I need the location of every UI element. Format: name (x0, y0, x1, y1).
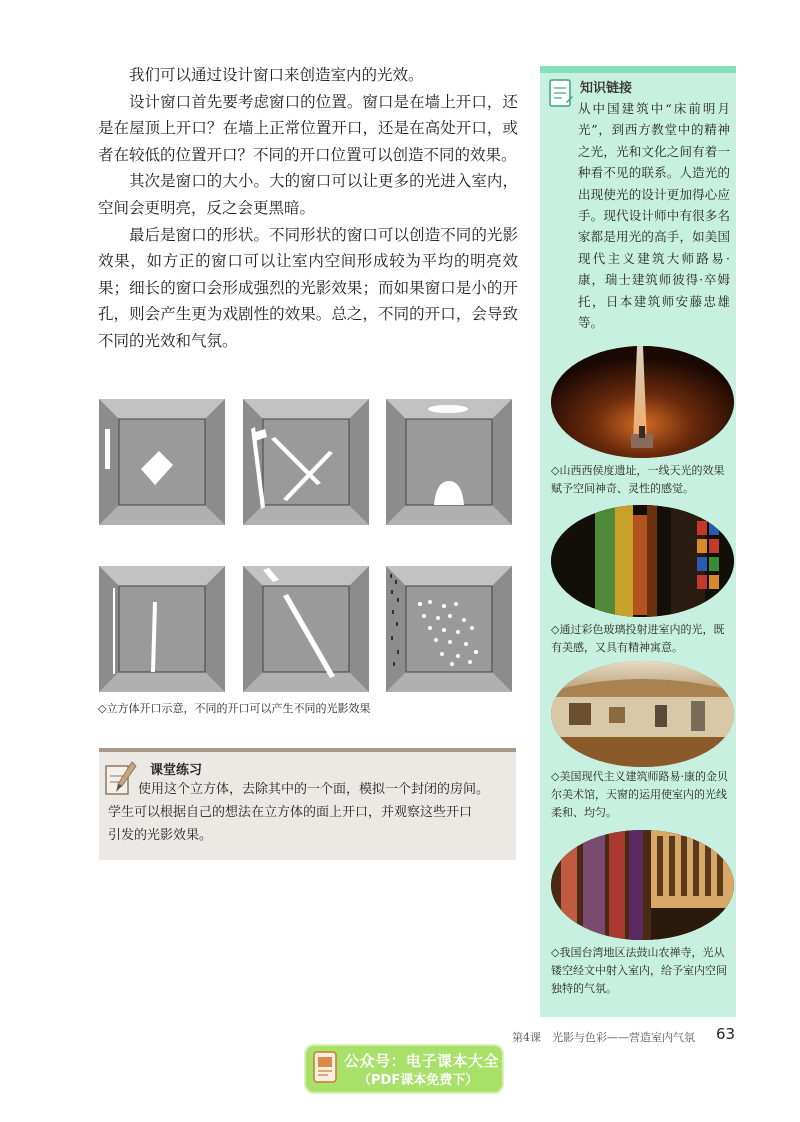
exercise-title: 课堂练习 (150, 763, 203, 778)
paragraph: 最后是窗口的形状。不同形状的窗口可以创造不同的光影效果，如方正的窗口可以让室内空间形成较为平均的明亮效果；细长的窗口会形成强烈的光影效果；而如果窗口是小的开孔，则会产生更为戏剧性的效果。总之，不同的开口，会导致不同的光效和气氛。 (98, 225, 518, 350)
photo-caption: ◇美国现代主义建筑师路易·康的金贝尔美术馆，天窗的运用使室内的光线柔和、均匀。 (551, 770, 728, 819)
cube-figure-vertical-slit (99, 566, 225, 692)
banner-subtitle: （PDF课本免费下） (358, 1073, 479, 1088)
main-text (98, 62, 518, 355)
cube-figure-diagonal-slit (243, 566, 369, 692)
photo-caption: ◇通过彩色玻璃投射进室内的光，既有美感，又具有精神寓意。 (551, 623, 725, 654)
paragraph: 我们可以通过设计窗口来创造室内的光效。 (129, 66, 424, 84)
figure-caption: ◇立方体开口示意，不同的开口可以产生不同的光影效果 (98, 702, 371, 715)
sidebar-intro (550, 98, 730, 333)
ebook-icon (312, 1050, 338, 1084)
exercise-line: 引发的光影效果。 (108, 828, 213, 843)
photo-stained-glass (551, 505, 734, 617)
photo-monastery (551, 830, 734, 940)
lesson-footer: 第4课 光影与色彩——营造室内气氛 (512, 1031, 695, 1044)
cube-figure-small-holes (386, 566, 512, 692)
paragraph: 设计窗口首先要考虑窗口的位置。窗口是在墙上开口，还是在屋顶上开口？在墙上正常位置开口，还是在高处开口，或者在较低的位置开口？不同的开口位置可以创造不同的效果。 (98, 92, 518, 164)
exercise-body (108, 778, 510, 847)
photo-caption: ◇我国台湾地区法鼓山农禅寺，光从镂空经文中射入室内，给予室内空间独特的气氛。 (551, 946, 727, 995)
paragraph: 其次是窗口的大小。大的窗口可以让更多的光进入室内，空间会更明亮，反之会更黑暗。 (98, 172, 518, 217)
sidebar-intro-text: 从中国建筑中“床前明月光”，到西方教堂中的精神之光，光和文化之间有着一种看不见的联系。人造光的出现使光的设计更加得心应手。现代设计师中有很多名家都是用光的高手，如美国现代主义建筑大师路易·康，瑞士建筑师彼得·卒姆托，日本建筑师安藤忠雄等。 (578, 101, 730, 331)
photo-museum-interior (551, 661, 734, 767)
cube-figure-slit-opening (243, 399, 369, 525)
exercise-line: 学生可以根据自己的想法在立方体的面上开口，并观察这些开口 (108, 805, 473, 820)
cube-figure-skylight (386, 399, 512, 525)
banner-title: 公众号：电子课本大全 (344, 1052, 500, 1070)
cube-figure-wall-opening (99, 399, 225, 525)
photo-caption: ◇山西西侯度遗址，一线天光的效果赋予空间神奇、灵性的感觉。 (551, 464, 725, 495)
sidebar-title: 知识链接 (580, 81, 633, 96)
exercise-line: 使用这个立方体，去除其中的一个面，模拟一个封闭的房间。 (138, 782, 490, 797)
page-number: 63 (716, 1025, 736, 1043)
photo-cave-light (551, 346, 734, 458)
